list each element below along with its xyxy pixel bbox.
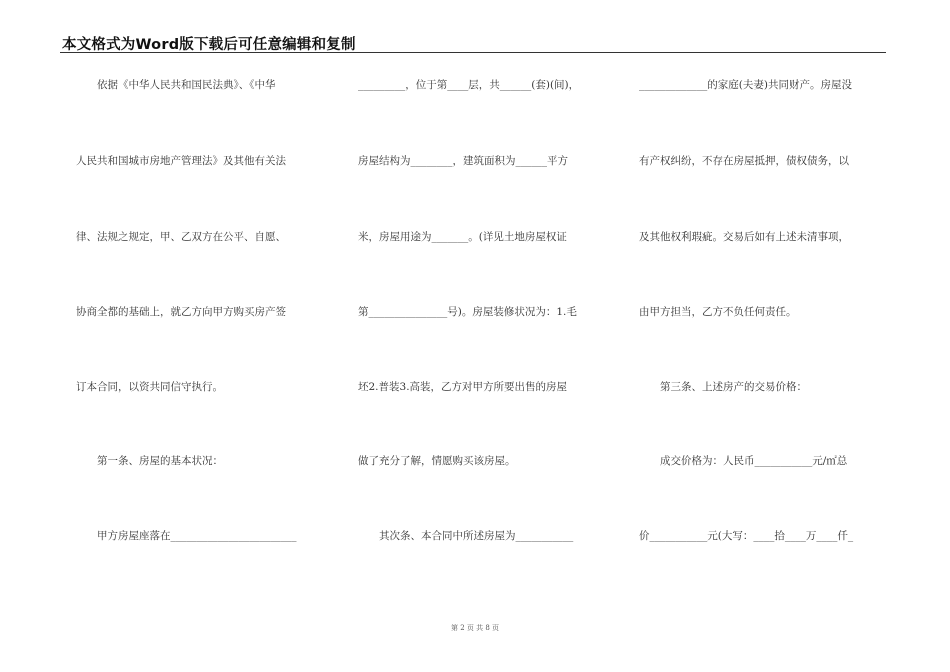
text-line: 成交价格为：人民币___________元/㎡总 xyxy=(639,455,848,467)
text-line: 房屋结构为________，建筑面积为______平方 xyxy=(358,155,568,167)
text-line: 第_______________号)。房屋装修状况为：1.毛 xyxy=(358,306,577,318)
text-line: 有产权纠纷，不存在房屋抵押，债权债务，以 xyxy=(639,155,849,167)
page-number-footer: 第 2 页 共 8 页 xyxy=(450,624,500,632)
text-line: 订本合同，以资共同信守执行。 xyxy=(76,381,223,393)
text-line: 由甲方担当，乙方不负任何责任。 xyxy=(639,306,797,318)
header-divider xyxy=(60,52,886,53)
text-line: 米，房屋用途为_______。(详见土地房屋权证 xyxy=(358,231,567,243)
text-line: 及其他权利瑕疵。交易后如有上述未清事项， xyxy=(639,231,849,243)
text-line: _________，位于第____层，共______(套)(间)， xyxy=(358,79,580,91)
section-heading: 其次条、本合同中所述房屋为___________ xyxy=(358,530,574,542)
text-line: 协商全都的基础上，就乙方向甲方购买房产签 xyxy=(76,306,286,318)
text-line: 做了充分了解，情愿购买该房屋。 xyxy=(358,455,516,467)
section-heading: 第三条、上述房产的交易价格： xyxy=(639,381,807,393)
section-heading: 第一条、房屋的基本状况： xyxy=(76,455,223,467)
text-line: _____________的家庭(夫妻)共同财产。房屋没 xyxy=(639,79,852,91)
text-line: 甲方房屋座落在________________________ xyxy=(76,530,297,542)
text-line: 依据《中华人民共和国民法典》、《中华 xyxy=(76,79,276,91)
text-line: 坯2.普装3.高装，乙方对甲方所要出售的房屋 xyxy=(358,381,568,393)
document-header-title: 本文格式为Word版下载后可任意编辑和复制 xyxy=(62,37,356,53)
text-line: 人民共和国城市房地产管理法》及其他有关法 xyxy=(76,155,286,167)
text-line: 价___________元(大写：____拾____万____仟_ xyxy=(639,530,854,542)
text-line: 律、法规之规定，甲、乙双方在公平、自愿、 xyxy=(76,231,286,243)
